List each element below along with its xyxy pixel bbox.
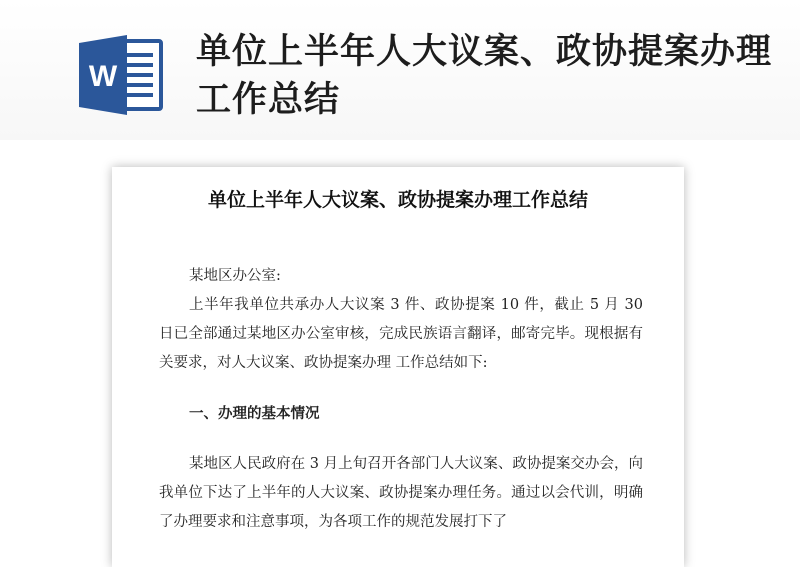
word-document-icon [77, 35, 165, 115]
document-title: 单位上半年人大议案、政协提案办理工作总结 [207, 189, 588, 211]
addressee-line: 某地区办公室: [189, 268, 281, 284]
word-icon-letter: W [88, 60, 118, 93]
section-heading: 一、办理的基本情况 [189, 405, 320, 422]
paragraph-intro: 上半年我单位共承办人大议案 3 件、政协提案 10 件，截止 5 月 30 日已全部通过某地区办公室审核，完成民族语言翻译，邮寄完毕。现根据有关要求，对人大议案、政协提案办理 工作总结如下: [159, 297, 643, 371]
document-page [112, 167, 684, 567]
banner-title: 单位上半年人大议案、政协提案办理工作总结 [196, 32, 773, 120]
paragraph-section-1: 某地区人民政府在 3 月上旬召开各部门人大议案、政协提案交办会，向我单位下达了上半年的人大议案、政协提案办理任务。通过以会代训，明确了办理要求和注意事项，为各项工作的规范发展打下了 [159, 456, 643, 530]
header-banner [0, 0, 800, 140]
